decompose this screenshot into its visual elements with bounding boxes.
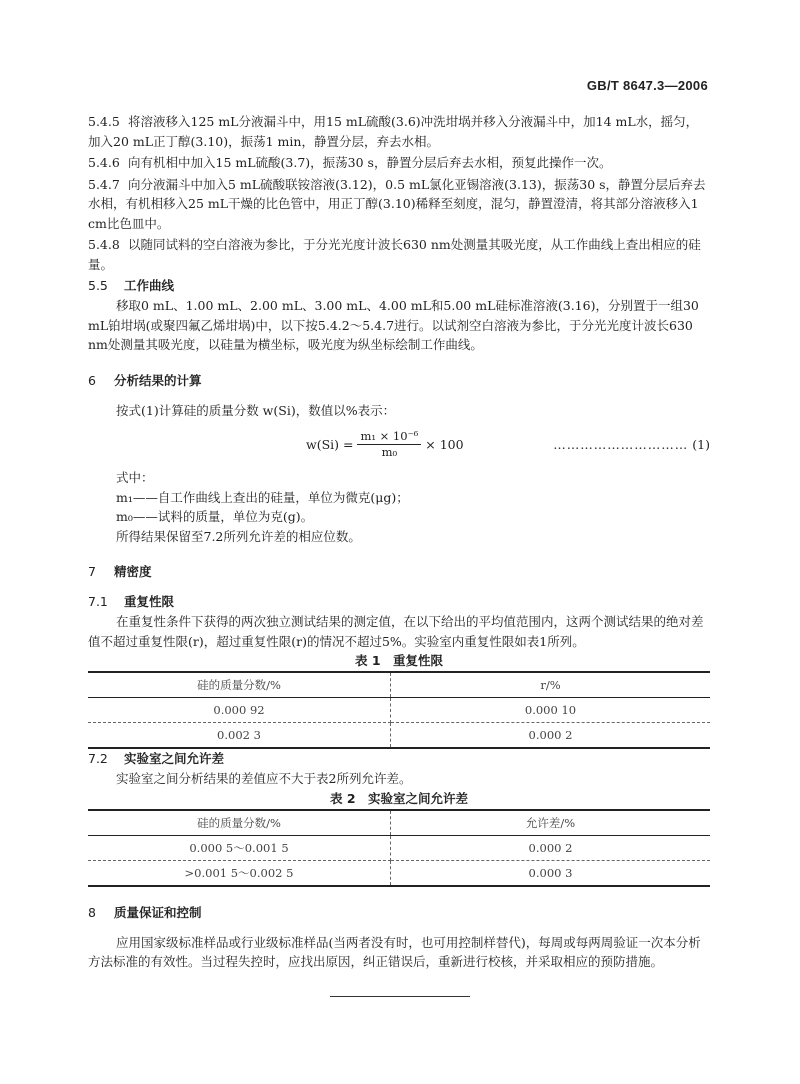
section-number: 6 [88, 372, 96, 388]
clause-number: 5.4.7 [88, 176, 120, 192]
section-7-2-text: 实验室之间分析结果的差值应不大于表2所列允许差。 [116, 771, 412, 786]
clause-number: 5.4.5 [88, 114, 120, 129]
section-number: 5.5 [88, 278, 108, 293]
section-5-5-heading [88, 276, 710, 296]
section-title: 工作曲线 [124, 278, 175, 293]
formula-1 [88, 424, 710, 464]
section-7-1-heading [88, 592, 710, 612]
section-title: 重复性限 [124, 594, 175, 609]
clause-text: 向分液漏斗中加入5 mL硫酸联铵溶液(3.12)，0.5 mL氯化亚锡溶液(3.13)，振荡30 s，静置分层后弃去水相，有机相移入25 mL干燥的比色管中，用正丁醇(3.10)稀释至刻度，混匀，静置澄清，将其部分溶液移入1 cm比色皿中。 [88, 176, 706, 231]
clause-5-4-7 [88, 175, 710, 234]
section-8-heading [88, 903, 710, 923]
table-1 [88, 671, 710, 749]
section-title: 实验室之间允许差 [124, 751, 225, 766]
table-cell: 0.000 3 [528, 865, 573, 880]
clause-text: 向有机相中加入15 mL硫酸(3.7)，振荡30 s，静置分层后弃去水相，预复此操作一次。 [128, 155, 612, 170]
section-number: 7 [88, 564, 96, 579]
table-row [88, 698, 710, 723]
result-note: 所得结果保留至7.2所列允许差的相应位数。 [116, 528, 361, 544]
clause-text: 将溶液移入125 mL分液漏斗中，用15 mL硫酸(3.6)冲洗坩埚并移入分液漏斗中，加14 mL水，摇匀，加入20 mL正丁醇(3.10)，振荡1 min，静置分层，弃去水相。 [88, 114, 699, 149]
section-6-heading [88, 371, 710, 391]
table-cell: 0.000 92 [88, 698, 391, 723]
section-8-text: 应用国家级标准样品或行业级标准样品(当两者没有时，也可用控制样替代)，每周或每两周验证一次本分析方法标准的有效性。当过程失控时，应找出原因，纠正错误后，重新进行校核，并采取相应的预防措施。 [88, 934, 701, 969]
section-title: 质量保证和控制 [114, 904, 202, 920]
clause-number: 5.4.8 [88, 237, 120, 252]
formula-lhs: w(Si) = [306, 436, 354, 452]
formula-intro: 按式(1)计算硅的质量分数 w(Si)，数值以%表示： [116, 402, 396, 418]
table-cell: 0.000 10 [391, 698, 711, 723]
table-header: 硅的质量分数/% [88, 672, 391, 698]
clause-5-4-5 [88, 112, 710, 151]
section-number: 8 [88, 904, 96, 920]
formula-leader-dots: ………………………… [553, 436, 689, 452]
table-2-title: 表 2 实验室之间允许差 [329, 790, 469, 806]
table-row [88, 835, 710, 860]
section-number: 7.2 [88, 751, 108, 766]
where-label: 式中： [116, 470, 154, 485]
where-item: m₁——自工作曲线上查出的硅量，单位为微克(μg)； [116, 489, 409, 505]
document-body [88, 112, 710, 972]
table-header: 允许差/% [391, 810, 711, 836]
table-row [88, 723, 710, 749]
formula-fraction [357, 429, 421, 460]
formula-numerator: m₁ × 10⁻⁶ [357, 429, 421, 445]
clause-text: 以随同试料的空白溶液为参比，于分光光度计波长630 nm处测量其吸光度，从工作曲线上查出相应的硅量。 [88, 237, 701, 272]
section-7-2-heading [88, 749, 710, 769]
table-header: r/% [391, 672, 711, 698]
standard-code: GB/T 8647.3—2006 [586, 78, 708, 93]
table-header: 硅的质量分数/% [88, 810, 391, 836]
section-title: 精密度 [114, 564, 152, 579]
formula-denominator: m₀ [381, 444, 398, 459]
section-title: 分析结果的计算 [114, 372, 202, 388]
section-5-5-text: 移取0 mL、1.00 mL、2.00 mL、3.00 mL、4.00 mL和5.00 mL硅标准溶液(3.16)，分别置于一组30 mL铂坩埚(或聚四氟乙烯坩埚)中，以下按5.4.2～5.4.7进行。以试剂空白溶液为参比，于分光光度计波长630 nm处测量其吸光度，以硅量为横坐标，吸光度为纵坐标绘制工作曲线。 [88, 298, 699, 352]
table-cell: 0.002 3 [88, 723, 391, 749]
clause-5-4-8 [88, 235, 710, 274]
table-cell: 0.000 2 [528, 728, 573, 742]
table-1-title: 表 1 重复性限 [354, 653, 444, 668]
section-7-1-text: 在重复性条件下获得的两次独立测试结果的测定值，在以下给出的平均值范围内，这两个测试结果的绝对差值不超过重复性限(r)，超过重复性限(r)的情况不超过5%。实验室内重复性限如表1所列。 [88, 614, 704, 649]
where-item: m₀——试料的质量，单位为克(g)。 [116, 509, 314, 524]
table-2 [88, 809, 710, 887]
clause-number: 5.4.6 [88, 155, 120, 170]
table-cell: 0.000 2 [391, 835, 711, 860]
table-row [88, 860, 710, 886]
section-7-heading [88, 562, 710, 582]
formula-tail: × 100 [425, 436, 464, 452]
table-cell: 0.000 5～0.001 5 [88, 835, 391, 860]
table-cell: >0.001 5～0.002 5 [88, 860, 391, 886]
clause-5-4-6 [88, 153, 710, 173]
equation-number: (1) [692, 436, 710, 452]
section-number: 7.1 [88, 594, 108, 609]
end-of-document-line [330, 996, 470, 997]
